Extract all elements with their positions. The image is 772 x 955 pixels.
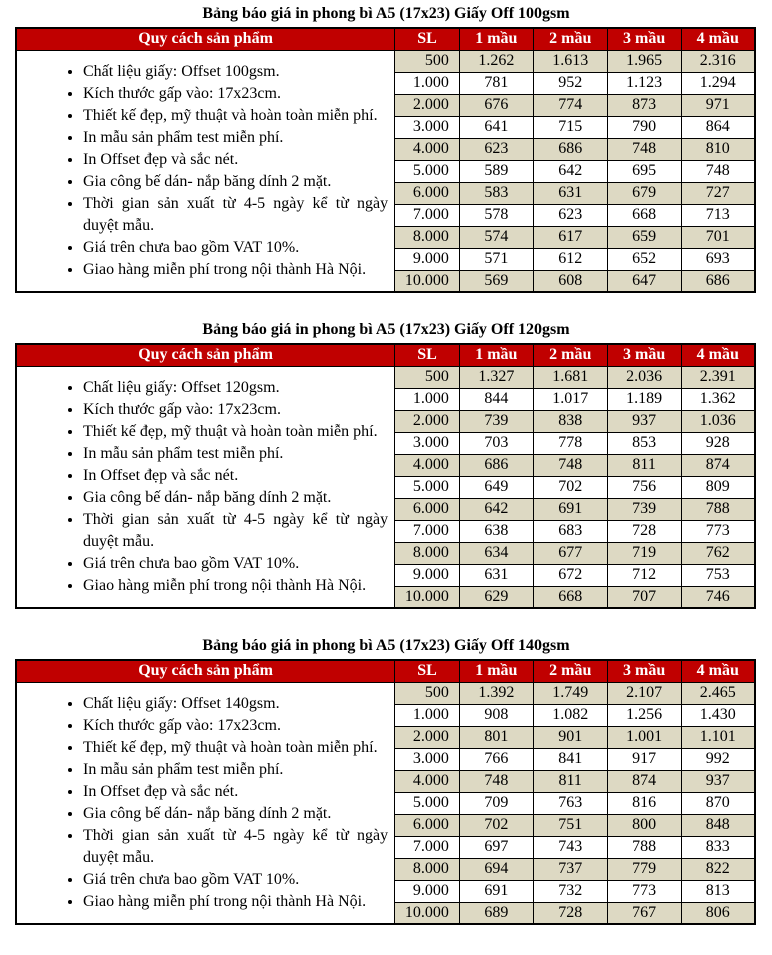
qty-cell: 10.000 [395, 902, 460, 924]
qty-cell: 2.000 [395, 410, 460, 432]
spec-bullet-item: • Giao hàng miễn phí trong nội thành Hà Nội. [83, 259, 388, 281]
color-column-header: 2 mầu [533, 660, 607, 682]
qty-cell: 500 [395, 682, 460, 704]
qty-cell: 4.000 [395, 138, 460, 160]
price-cell: 695 [607, 160, 681, 182]
price-table-section [0, 320, 772, 609]
price-cell: 617 [533, 226, 607, 248]
price-cell: 801 [459, 726, 533, 748]
price-cell: 642 [459, 498, 533, 520]
price-cell: 631 [533, 182, 607, 204]
qty-cell: 5.000 [395, 792, 460, 814]
price-cell: 668 [533, 586, 607, 608]
price-cell: 686 [533, 138, 607, 160]
color-column-header: 4 mầu [681, 344, 755, 366]
price-cell: 901 [533, 726, 607, 748]
table-title: Bảng báo giá in phong bì A5 (17x23) Giấy Off 140gsm [202, 637, 570, 654]
price-cell: 848 [681, 814, 755, 836]
price-cell: 652 [607, 248, 681, 270]
qty-cell: 3.000 [395, 748, 460, 770]
price-cell: 703 [459, 432, 533, 454]
price-cell: 583 [459, 182, 533, 204]
price-cell: 773 [681, 520, 755, 542]
price-cell: 686 [681, 270, 755, 292]
price-cell: 719 [607, 542, 681, 564]
spec-bullet-list [17, 377, 394, 597]
qty-cell: 7.000 [395, 836, 460, 858]
qty-cell: 6.000 [395, 814, 460, 836]
price-cell: 713 [681, 204, 755, 226]
qty-cell: 4.000 [395, 454, 460, 476]
price-cell: 928 [681, 432, 755, 454]
spec-bullet-item: • Thời gian sản xuất từ 4-5 ngày kể từ ngày duyệt mẫu. [83, 825, 388, 869]
price-cell: 693 [681, 248, 755, 270]
spec-bullet-item: • Giá trên chưa bao gồm VAT 10%. [83, 553, 388, 575]
price-cell: 822 [681, 858, 755, 880]
price-cell: 937 [681, 770, 755, 792]
price-cell: 864 [681, 116, 755, 138]
spec-bullet-item: • Giao hàng miễn phí trong nội thành Hà Nội. [83, 575, 388, 597]
price-cell: 1.256 [607, 704, 681, 726]
price-cell: 2.391 [681, 366, 755, 388]
price-cell: 642 [533, 160, 607, 182]
price-cell: 841 [533, 748, 607, 770]
spec-bullet-item: • In mẫu sản phẩm test miễn phí. [83, 127, 388, 149]
price-cell: 1.613 [533, 50, 607, 72]
price-cell: 647 [607, 270, 681, 292]
spec-bullet-item: • Thiết kế đẹp, mỹ thuật và hoàn toàn miễn phí. [83, 421, 388, 443]
spec-bullet-item: • Thời gian sản xuất từ 4-5 ngày kể từ ngày duyệt mẫu. [83, 509, 388, 553]
price-cell: 778 [533, 432, 607, 454]
price-cell: 2.465 [681, 682, 755, 704]
spec-bullet-item: • Chất liệu giấy: Offset 120gsm. [83, 377, 388, 399]
price-cell: 2.036 [607, 366, 681, 388]
price-cell: 766 [459, 748, 533, 770]
table-title: Bảng báo giá in phong bì A5 (17x23) Giấy Off 120gsm [202, 321, 570, 338]
spec-bullet-item: • Thiết kế đẹp, mỹ thuật và hoàn toàn miễn phí. [83, 105, 388, 127]
price-cell: 917 [607, 748, 681, 770]
table-header-row [16, 660, 755, 682]
spec-bullet-item: • In Offset đẹp và sắc nét. [83, 781, 388, 803]
price-cell: 788 [607, 836, 681, 858]
price-cell: 748 [533, 454, 607, 476]
qty-cell: 9.000 [395, 248, 460, 270]
price-cell: 707 [607, 586, 681, 608]
price-cell: 874 [681, 454, 755, 476]
price-cell: 1.327 [459, 366, 533, 388]
spec-column-header: Quy cách sản phẩm [16, 660, 395, 682]
price-cell: 1.362 [681, 388, 755, 410]
price-cell: 728 [533, 902, 607, 924]
price-cell: 809 [681, 476, 755, 498]
price-cell: 937 [607, 410, 681, 432]
price-cell: 697 [459, 836, 533, 858]
price-cell: 2.316 [681, 50, 755, 72]
spec-bullet-item: • In Offset đẹp và sắc nét. [83, 149, 388, 171]
qty-cell: 7.000 [395, 520, 460, 542]
color-column-header: 4 mầu [681, 660, 755, 682]
price-table-section [0, 4, 772, 293]
qty-cell: 10.000 [395, 270, 460, 292]
qty-cell: 2.000 [395, 726, 460, 748]
price-cell: 659 [607, 226, 681, 248]
price-cell: 971 [681, 94, 755, 116]
price-cell: 748 [459, 770, 533, 792]
table-header-row [16, 344, 755, 366]
price-cell: 952 [533, 72, 607, 94]
price-cell: 2.107 [607, 682, 681, 704]
price-cell: 767 [607, 902, 681, 924]
price-cell: 683 [533, 520, 607, 542]
price-cell: 781 [459, 72, 533, 94]
price-cell: 589 [459, 160, 533, 182]
qty-cell: 8.000 [395, 226, 460, 248]
price-cell: 578 [459, 204, 533, 226]
price-cell: 612 [533, 248, 607, 270]
price-cell: 701 [681, 226, 755, 248]
qty-cell: 10.000 [395, 586, 460, 608]
price-cell: 751 [533, 814, 607, 836]
price-cell: 649 [459, 476, 533, 498]
color-column-header: 2 mầu [533, 344, 607, 366]
color-column-header: 4 mầu [681, 28, 755, 50]
spec-bullet-item: • Giá trên chưa bao gồm VAT 10%. [83, 237, 388, 259]
qty-cell: 6.000 [395, 498, 460, 520]
spec-bullet-list [17, 693, 394, 913]
spec-bullet-item: • Kích thước gấp vào: 17x23cm. [83, 399, 388, 421]
color-column-header: 3 mầu [607, 28, 681, 50]
price-cell: 1.017 [533, 388, 607, 410]
price-cell: 756 [607, 476, 681, 498]
price-cell: 1.123 [607, 72, 681, 94]
price-cell: 1.965 [607, 50, 681, 72]
qty-cell: 2.000 [395, 94, 460, 116]
price-cell: 806 [681, 902, 755, 924]
price-cell: 870 [681, 792, 755, 814]
price-cell: 574 [459, 226, 533, 248]
spec-cell [16, 682, 395, 924]
price-cell: 753 [681, 564, 755, 586]
price-cell: 691 [533, 498, 607, 520]
price-cell: 774 [533, 94, 607, 116]
price-cell: 748 [681, 160, 755, 182]
price-cell: 739 [607, 498, 681, 520]
price-cell: 1.001 [607, 726, 681, 748]
price-cell: 679 [607, 182, 681, 204]
spec-column-header: Quy cách sản phẩm [16, 28, 395, 50]
price-cell: 631 [459, 564, 533, 586]
spec-column-header: Quy cách sản phẩm [16, 344, 395, 366]
price-cell: 853 [607, 432, 681, 454]
table-row [16, 50, 755, 72]
price-cell: 833 [681, 836, 755, 858]
price-cell: 743 [533, 836, 607, 858]
price-cell: 1.189 [607, 388, 681, 410]
price-cell: 874 [607, 770, 681, 792]
table-body [16, 366, 755, 608]
price-cell: 1.101 [681, 726, 755, 748]
spec-bullet-item: • Kích thước gấp vào: 17x23cm. [83, 715, 388, 737]
price-cell: 672 [533, 564, 607, 586]
price-cell: 702 [459, 814, 533, 836]
price-cell: 746 [681, 586, 755, 608]
qty-cell: 500 [395, 366, 460, 388]
qty-cell: 5.000 [395, 476, 460, 498]
spec-bullet-item: • Gia công bế dán- nắp băng dính 2 mặt. [83, 171, 388, 193]
price-table [15, 27, 756, 293]
qty-cell: 6.000 [395, 182, 460, 204]
price-cell: 571 [459, 248, 533, 270]
price-cell: 694 [459, 858, 533, 880]
price-cell: 623 [533, 204, 607, 226]
price-cell: 1.294 [681, 72, 755, 94]
qty-cell: 1.000 [395, 72, 460, 94]
table-row [16, 682, 755, 704]
price-cell: 790 [607, 116, 681, 138]
price-cell: 569 [459, 270, 533, 292]
qty-cell: 1.000 [395, 388, 460, 410]
qty-column-header: SL [395, 344, 460, 366]
price-cell: 686 [459, 454, 533, 476]
price-cell: 816 [607, 792, 681, 814]
table-body [16, 50, 755, 292]
price-cell: 712 [607, 564, 681, 586]
price-cell: 813 [681, 880, 755, 902]
price-cell: 810 [681, 138, 755, 160]
spec-bullet-item: • Giá trên chưa bao gồm VAT 10%. [83, 869, 388, 891]
spec-bullet-item: • Chất liệu giấy: Offset 100gsm. [83, 61, 388, 83]
price-table [15, 659, 756, 925]
qty-column-header: SL [395, 660, 460, 682]
spec-bullet-item: • Thời gian sản xuất từ 4-5 ngày kể từ ngày duyệt mẫu. [83, 193, 388, 237]
price-cell: 1.681 [533, 366, 607, 388]
spec-bullet-item: • In mẫu sản phẩm test miễn phí. [83, 759, 388, 781]
table-body [16, 682, 755, 924]
price-cell: 691 [459, 880, 533, 902]
price-cell: 709 [459, 792, 533, 814]
qty-cell: 500 [395, 50, 460, 72]
color-column-header: 1 mầu [459, 28, 533, 50]
price-cell: 1.262 [459, 50, 533, 72]
price-cell: 800 [607, 814, 681, 836]
qty-cell: 3.000 [395, 432, 460, 454]
spec-bullet-item: • Gia công bế dán- nắp băng dính 2 mặt. [83, 803, 388, 825]
price-cell: 838 [533, 410, 607, 432]
qty-column-header: SL [395, 28, 460, 50]
spec-bullet-item: • Kích thước gấp vào: 17x23cm. [83, 83, 388, 105]
price-cell: 748 [607, 138, 681, 160]
price-cell: 762 [681, 542, 755, 564]
price-cell: 668 [607, 204, 681, 226]
price-cell: 676 [459, 94, 533, 116]
price-cell: 992 [681, 748, 755, 770]
price-cell: 811 [533, 770, 607, 792]
price-cell: 728 [607, 520, 681, 542]
qty-cell: 5.000 [395, 160, 460, 182]
spec-cell [16, 50, 395, 292]
color-column-header: 3 mầu [607, 660, 681, 682]
table-header-row [16, 28, 755, 50]
price-cell: 629 [459, 586, 533, 608]
price-cell: 689 [459, 902, 533, 924]
qty-cell: 3.000 [395, 116, 460, 138]
price-cell: 739 [459, 410, 533, 432]
price-cell: 763 [533, 792, 607, 814]
price-cell: 638 [459, 520, 533, 542]
price-cell: 1.036 [681, 410, 755, 432]
spec-bullet-item: • Gia công bế dán- nắp băng dính 2 mặt. [83, 487, 388, 509]
spec-cell [16, 366, 395, 608]
price-cell: 788 [681, 498, 755, 520]
spec-bullet-item: • In Offset đẹp và sắc nét. [83, 465, 388, 487]
table-title: Bảng báo giá in phong bì A5 (17x23) Giấy Off 100gsm [202, 5, 570, 22]
spec-bullet-item: • Giao hàng miễn phí trong nội thành Hà Nội. [83, 891, 388, 913]
price-cell: 773 [607, 880, 681, 902]
price-cell: 623 [459, 138, 533, 160]
price-cell: 811 [607, 454, 681, 476]
price-cell: 873 [607, 94, 681, 116]
color-column-header: 1 mầu [459, 344, 533, 366]
qty-cell: 1.000 [395, 704, 460, 726]
qty-cell: 9.000 [395, 564, 460, 586]
price-cell: 1.749 [533, 682, 607, 704]
color-column-header: 1 mầu [459, 660, 533, 682]
price-cell: 779 [607, 858, 681, 880]
qty-cell: 8.000 [395, 542, 460, 564]
price-cell: 908 [459, 704, 533, 726]
color-column-header: 3 mầu [607, 344, 681, 366]
price-cell: 715 [533, 116, 607, 138]
tables-root [0, 4, 772, 925]
qty-cell: 7.000 [395, 204, 460, 226]
qty-cell: 8.000 [395, 858, 460, 880]
price-cell: 608 [533, 270, 607, 292]
price-table-section [0, 636, 772, 925]
price-cell: 727 [681, 182, 755, 204]
qty-cell: 9.000 [395, 880, 460, 902]
spec-bullet-item: • Chất liệu giấy: Offset 140gsm. [83, 693, 388, 715]
price-cell: 641 [459, 116, 533, 138]
spec-bullet-list [17, 61, 394, 281]
color-column-header: 2 mầu [533, 28, 607, 50]
price-cell: 677 [533, 542, 607, 564]
price-cell: 737 [533, 858, 607, 880]
price-cell: 1.430 [681, 704, 755, 726]
price-table [15, 343, 756, 609]
price-cell: 1.082 [533, 704, 607, 726]
price-cell: 702 [533, 476, 607, 498]
qty-cell: 4.000 [395, 770, 460, 792]
table-row [16, 366, 755, 388]
price-cell: 732 [533, 880, 607, 902]
spec-bullet-item: • Thiết kế đẹp, mỹ thuật và hoàn toàn miễn phí. [83, 737, 388, 759]
price-cell: 634 [459, 542, 533, 564]
price-cell: 1.392 [459, 682, 533, 704]
spec-bullet-item: • In mẫu sản phẩm test miễn phí. [83, 443, 388, 465]
price-cell: 844 [459, 388, 533, 410]
